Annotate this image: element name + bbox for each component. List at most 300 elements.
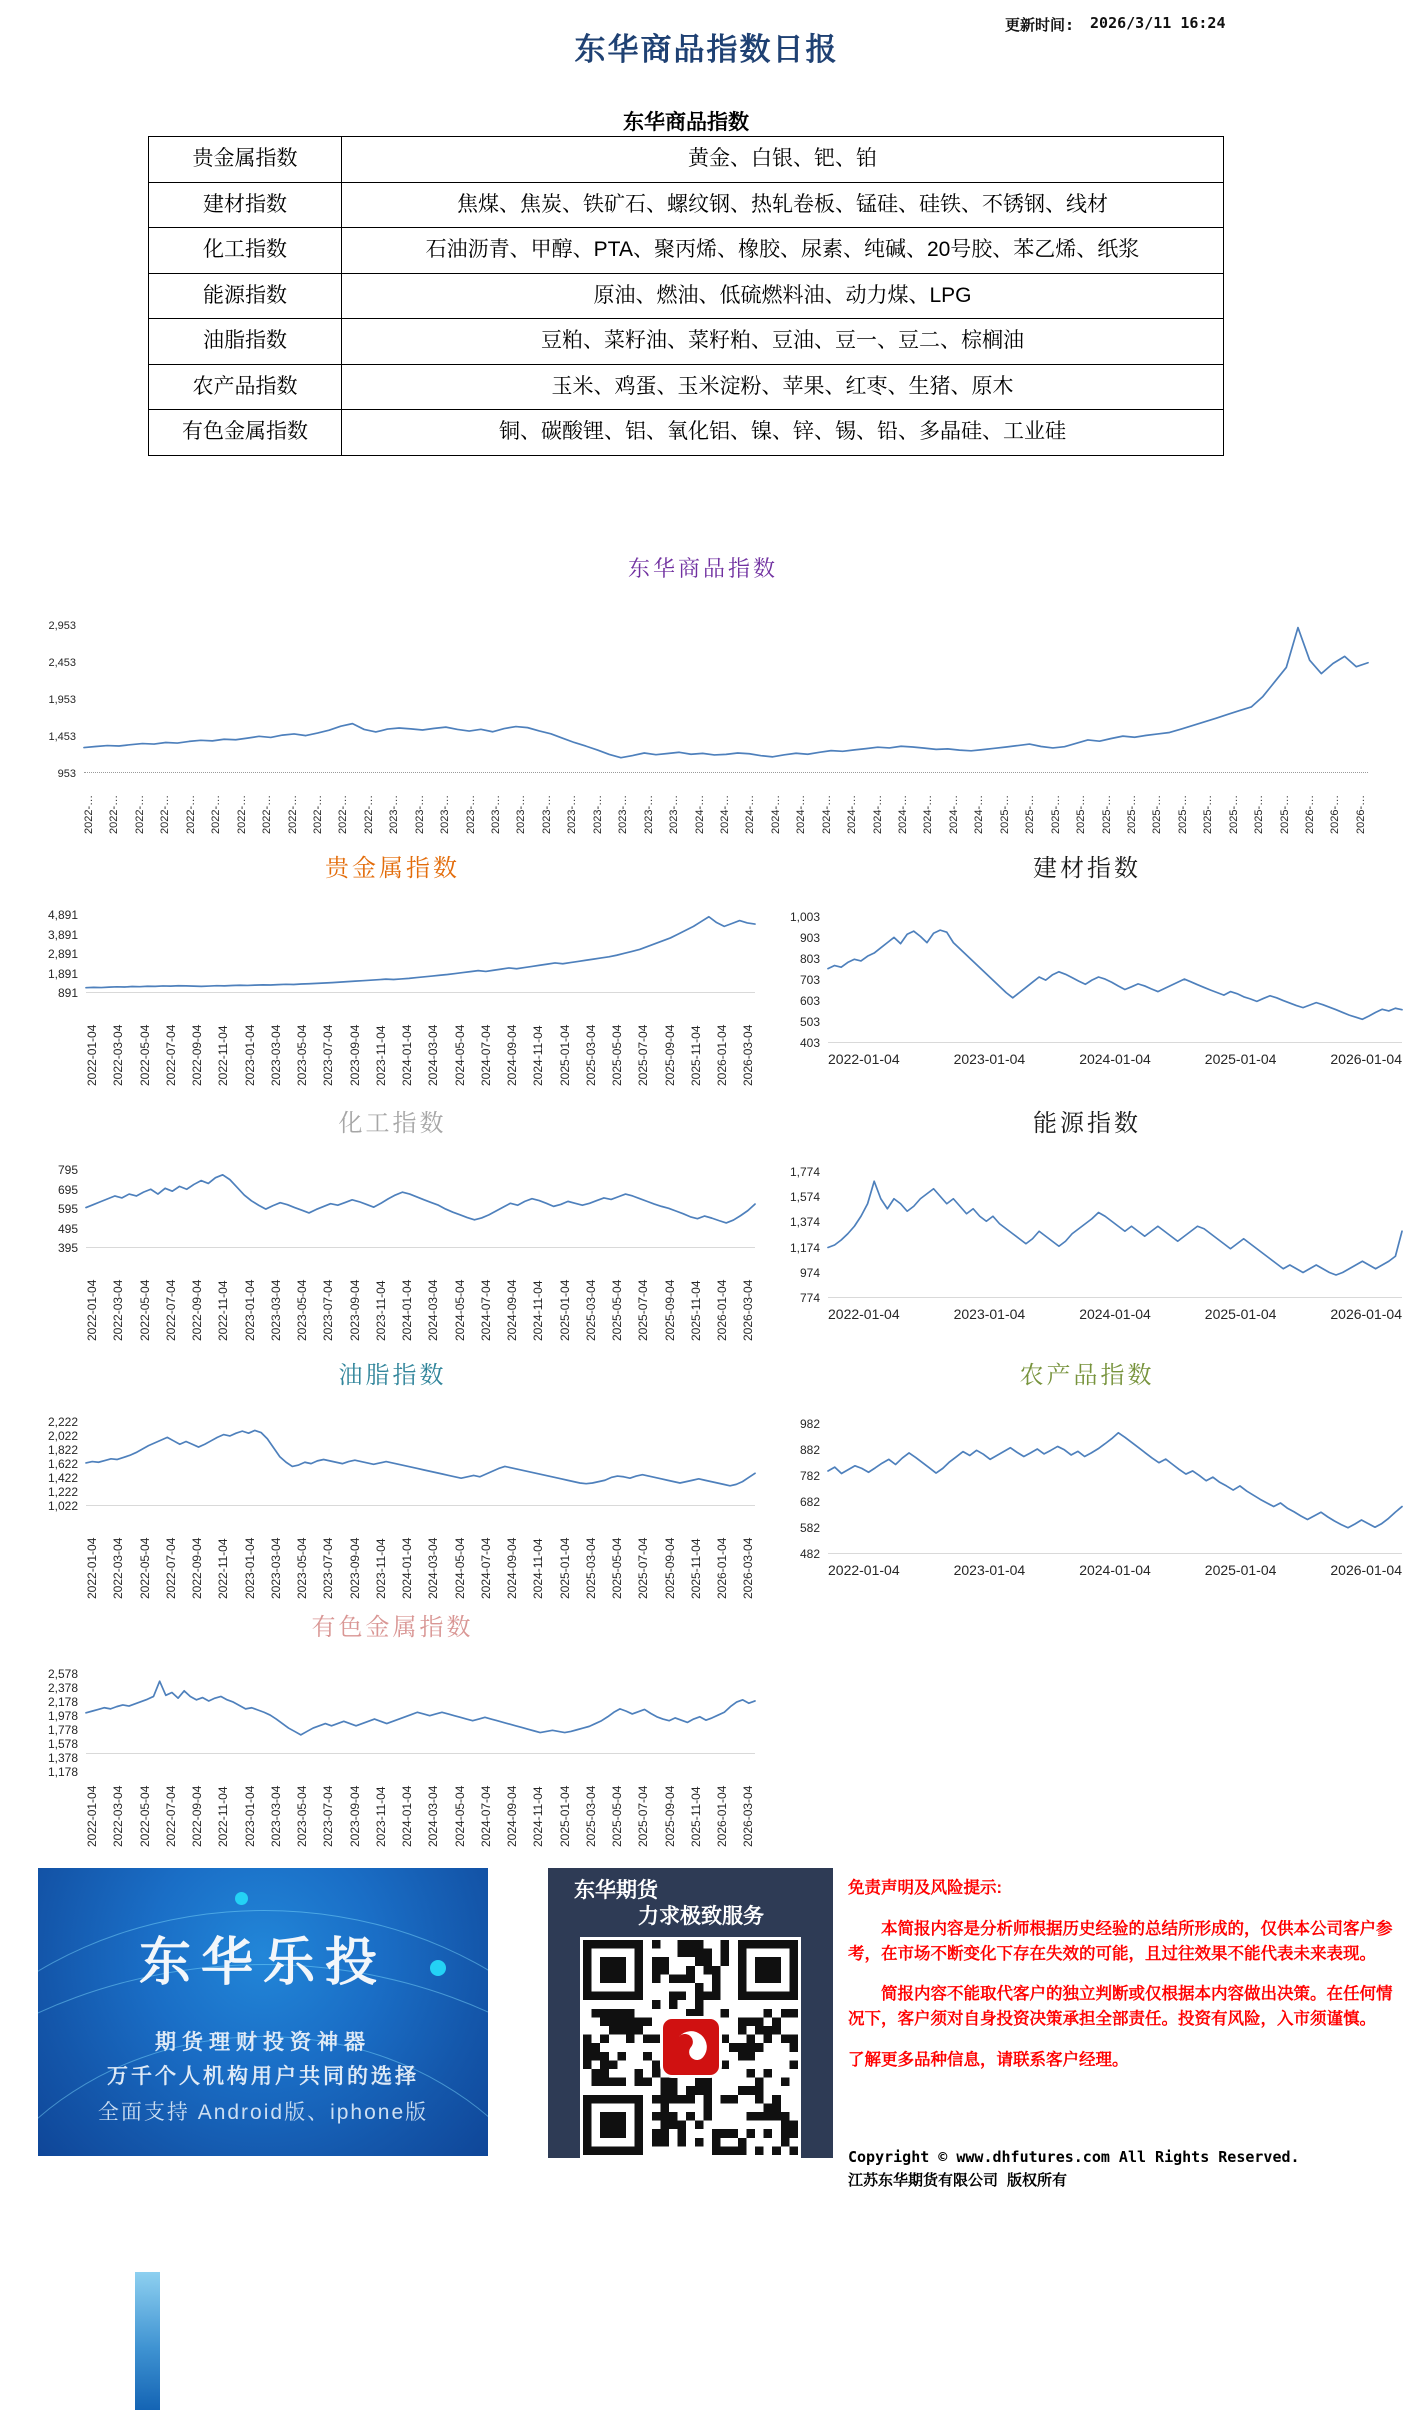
- x-tick-label: 2025-03-04: [583, 1537, 598, 1599]
- y-tick-label: 495: [57, 1221, 78, 1236]
- plot-area: [86, 1170, 755, 1248]
- x-tick-label: 2024-…: [871, 794, 884, 834]
- disclaimer-paragraph: 本简报内容是分析师根据历史经验的总结所形成的，仅供本公司客户参考，在市场不断变化下存在失效的可能，且过往效果不能代表未来表现。: [848, 1919, 1393, 1963]
- x-tick-label: 2024-01-04: [1079, 1051, 1151, 1067]
- app-promo-banner: [38, 1868, 488, 2156]
- disclaimer-heading: 免责声明及风险提示:: [848, 1879, 1002, 1897]
- x-tick-label: 2024-…: [769, 794, 782, 834]
- chart-nonferrous-metals: [30, 1607, 755, 1847]
- banner-tagline: 期货理财投资神器: [155, 2031, 371, 2054]
- x-tick-label: 2025-11-04: [688, 1025, 703, 1086]
- x-tick-label: 2022-…: [210, 794, 223, 834]
- x-tick-label: 2025-09-04: [662, 1279, 677, 1341]
- index-category-label: 有色金属指数: [149, 410, 342, 456]
- x-tick-label: 2023-…: [540, 794, 553, 834]
- y-tick-label: 982: [799, 1417, 820, 1431]
- x-tick-label: 2022-01-04: [85, 1537, 99, 1599]
- x-tick-label: 2025-11-04: [688, 1538, 703, 1599]
- x-tick-label: 2022-09-04: [190, 1785, 204, 1847]
- x-tick-label: 2026-…: [1329, 794, 1342, 834]
- y-tick-label: 1,774: [789, 1165, 820, 1179]
- x-tick-label: 2023-03-04: [268, 1537, 283, 1599]
- x-tick-label: 2026-03-04: [741, 1024, 756, 1086]
- x-tick-label: 2022-03-04: [111, 1537, 126, 1599]
- x-tick-label: 2025-11-04: [688, 1280, 703, 1341]
- x-tick-label: 2022-01-04: [85, 1279, 99, 1341]
- x-tick-label: 2025-…: [1100, 794, 1113, 834]
- x-tick-label: 2025-09-04: [662, 1785, 677, 1847]
- x-tick-label: 2024-…: [693, 794, 706, 834]
- y-tick-label: 1,622: [47, 1457, 78, 1471]
- x-tick-label: 2022-09-04: [190, 1279, 204, 1341]
- x-tick-label: 2022-11-04: [216, 1786, 231, 1847]
- table-row: [149, 273, 1224, 319]
- x-tick-label: 2025-03-04: [583, 1279, 598, 1341]
- x-tick-label: 2024-11-04: [531, 1025, 546, 1086]
- x-axis: [86, 1759, 755, 1847]
- x-tick-label: 2023-01-04: [242, 1024, 257, 1086]
- y-tick-label: 682: [799, 1495, 820, 1509]
- x-tick-label: 2023-01-04: [242, 1537, 257, 1599]
- x-axis: [828, 1306, 1402, 1322]
- y-tick-label: 2,891: [47, 947, 78, 961]
- x-tick-label: 2024-…: [795, 794, 808, 834]
- chart-title: 农产品指数: [1019, 1361, 1155, 1389]
- y-axis: [30, 1667, 86, 1779]
- x-tick-label: 2026-03-04: [741, 1537, 756, 1599]
- x-tick-label: 2024-…: [947, 794, 960, 834]
- x-tick-label: 2024-05-04: [452, 1024, 467, 1086]
- chart-title: 油脂指数: [338, 1361, 447, 1389]
- x-tick-label: 2025-01-04: [1204, 1562, 1277, 1578]
- x-tick-label: 2022-…: [286, 794, 299, 834]
- x-tick-label: 2023-…: [668, 794, 681, 834]
- x-tick-label: 2023-…: [439, 794, 452, 834]
- x-axis: [828, 1562, 1402, 1578]
- x-tick-label: 2024-01-04: [400, 1024, 414, 1086]
- x-tick-label: 2025-01-04: [557, 1024, 572, 1086]
- x-tick-label: 2024-03-04: [426, 1279, 441, 1341]
- x-tick-label: 2025-07-04: [636, 1537, 651, 1599]
- x-tick-label: 2026-01-04: [715, 1279, 729, 1341]
- plot-area: [828, 1172, 1402, 1298]
- x-tick-label: 2022-03-04: [111, 1785, 126, 1847]
- x-tick-label: 2024-…: [820, 794, 833, 834]
- company-name: 东华期货: [574, 1879, 658, 1902]
- y-tick-label: 2,022: [47, 1429, 78, 1443]
- y-tick-label: 1,374: [789, 1215, 820, 1230]
- copyright-line: 江苏东华期货有限公司 版权所有: [848, 2170, 1068, 2189]
- x-tick-label: 2023-…: [617, 794, 630, 834]
- index-components-value: 铜、碳酸锂、铝、氧化铝、镍、锌、锡、铅、多晶硅、工业硅: [342, 410, 1224, 456]
- line-series: [828, 1181, 1402, 1275]
- x-tick-label: 2022-…: [184, 794, 197, 834]
- x-tick-label: 2022-…: [133, 794, 146, 834]
- x-tick-label: 2025-…: [1176, 794, 1189, 834]
- chart-building-materials: [772, 848, 1402, 1067]
- x-tick-label: 2023-09-04: [347, 1024, 362, 1086]
- chart-agricultural: [772, 1355, 1402, 1578]
- x-tick-label: 2022-03-04: [111, 1024, 126, 1086]
- x-tick-label: 2022-01-04: [828, 1562, 900, 1578]
- x-tick-label: 2025-05-04: [610, 1537, 624, 1599]
- x-tick-label: 2022-…: [311, 794, 324, 834]
- y-tick-label: 1,378: [47, 1751, 78, 1765]
- x-tick-label: 2024-03-04: [426, 1024, 441, 1086]
- x-tick-label: 2023-11-04: [373, 1280, 388, 1341]
- x-tick-label: 2023-…: [642, 794, 655, 834]
- x-tick-label: 2022-…: [108, 794, 121, 834]
- x-tick-label: 2022-…: [159, 794, 172, 834]
- index-category-label: 能源指数: [149, 273, 342, 319]
- x-tick-label: 2024-…: [846, 794, 859, 834]
- x-tick-label: 2022-09-04: [190, 1537, 204, 1599]
- x-tick-label: 2025-01-04: [1204, 1306, 1277, 1322]
- qr-panel: [548, 1868, 833, 2216]
- line-series: [86, 1681, 755, 1735]
- y-tick-label: 803: [799, 952, 820, 966]
- y-tick-label: 1,953: [48, 694, 76, 706]
- x-tick-label: 2025-09-04: [662, 1537, 677, 1599]
- index-category-label: 化工指数: [149, 228, 342, 274]
- y-tick-label: 1,578: [47, 1737, 78, 1751]
- y-tick-label: 1,978: [47, 1709, 78, 1723]
- x-tick-label: 2023-11-04: [373, 1538, 388, 1599]
- x-tick-label: 2024-03-04: [426, 1785, 441, 1847]
- x-tick-label: 2024-11-04: [531, 1280, 546, 1341]
- y-axis: [772, 1417, 828, 1561]
- y-tick-label: 503: [799, 1015, 820, 1029]
- x-tick-label: 2022-05-04: [137, 1785, 152, 1847]
- plot-area: [828, 917, 1402, 1043]
- y-tick-label: 1,891: [47, 966, 78, 981]
- x-tick-label: 2024-05-04: [452, 1279, 467, 1341]
- x-tick-label: 2025-07-04: [636, 1279, 651, 1341]
- x-tick-label: 2025-…: [1075, 794, 1088, 834]
- line-series: [86, 917, 755, 988]
- copyright-notice: [848, 2146, 1408, 2191]
- x-tick-label: 2023-01-04: [242, 1785, 257, 1847]
- y-tick-label: 395: [57, 1241, 78, 1255]
- x-tick-label: 2023-07-04: [321, 1537, 336, 1599]
- x-tick-label: 2023-09-04: [347, 1537, 362, 1599]
- x-tick-label: 2026-01-04: [1330, 1562, 1402, 1578]
- banner-tagline: 万千个人机构用户共同的选择: [107, 2065, 419, 2088]
- y-tick-label: 1,778: [47, 1723, 78, 1737]
- y-axis: [30, 1163, 86, 1255]
- x-tick-label: 2025-…: [1278, 794, 1291, 834]
- y-tick-label: 603: [799, 994, 820, 1008]
- y-tick-label: 582: [799, 1521, 820, 1535]
- y-tick-label: 3,891: [47, 927, 78, 942]
- x-tick-label: 2025-05-04: [610, 1785, 624, 1847]
- y-tick-label: 903: [799, 931, 820, 945]
- index-category-label: 油脂指数: [149, 319, 342, 365]
- x-tick-label: 2024-07-04: [478, 1279, 493, 1341]
- x-tick-label: 2025-11-04: [688, 1786, 703, 1847]
- index-category-label: 农产品指数: [149, 364, 342, 410]
- x-tick-label: 2023-01-04: [953, 1562, 1026, 1578]
- x-tick-label: 2026-03-04: [741, 1279, 756, 1341]
- x-tick-label: 2022-01-04: [85, 1785, 99, 1847]
- x-tick-label: 2025-…: [1049, 794, 1062, 834]
- x-tick-label: 2025-01-04: [557, 1785, 572, 1847]
- company-logo-icon: [660, 2016, 722, 2078]
- y-tick-label: 2,222: [47, 1415, 78, 1429]
- chart-composite-index: [38, 552, 1368, 834]
- plot-area: [86, 915, 755, 993]
- x-tick-label: 2023-05-04: [295, 1024, 309, 1086]
- chart-energy: [772, 1103, 1402, 1322]
- x-tick-label: 2025-09-04: [662, 1024, 677, 1086]
- y-axis: [30, 1415, 86, 1513]
- chart-title: 化工指数: [338, 1109, 447, 1137]
- x-tick-label: 2022-07-04: [163, 1279, 178, 1341]
- x-tick-label: 2026-…: [1354, 794, 1367, 834]
- x-tick-label: 2023-…: [591, 794, 604, 834]
- x-tick-label: 2023-05-04: [295, 1537, 309, 1599]
- x-tick-label: 2024-01-04: [400, 1785, 414, 1847]
- x-tick-label: 2022-01-04: [85, 1024, 99, 1086]
- x-tick-label: 2025-05-04: [610, 1279, 624, 1341]
- y-axis: [30, 908, 86, 1000]
- line-series: [828, 1433, 1402, 1528]
- x-tick-label: 2024-01-04: [1079, 1562, 1151, 1578]
- y-tick-label: 795: [57, 1163, 78, 1177]
- table-row: [149, 364, 1224, 410]
- x-axis: [86, 1253, 755, 1341]
- x-tick-label: 2025-…: [1202, 794, 1215, 834]
- x-tick-label: 2025-01-04: [557, 1279, 572, 1341]
- y-tick-label: 891: [57, 986, 78, 1000]
- x-axis: [84, 778, 1368, 834]
- x-tick-label: 2025-03-04: [583, 1024, 598, 1086]
- x-tick-label: 2022-11-04: [216, 1025, 231, 1086]
- index-category-label: 贵金属指数: [149, 137, 342, 183]
- plot-area: [828, 1424, 1402, 1554]
- x-tick-label: 2025-…: [1253, 794, 1266, 834]
- index-components-value: 豆粕、菜籽油、菜籽粕、豆油、豆一、豆二、棕榈油: [342, 319, 1224, 365]
- x-tick-label: 2023-…: [566, 794, 579, 834]
- y-tick-label: 1,574: [789, 1190, 820, 1205]
- x-tick-label: 2022-11-04: [216, 1280, 231, 1341]
- x-axis: [86, 1511, 755, 1599]
- y-tick-label: 1,174: [789, 1240, 820, 1255]
- chart-title: 能源指数: [1033, 1109, 1141, 1137]
- x-tick-label: 2025-…: [1227, 794, 1240, 834]
- x-axis: [828, 1051, 1402, 1067]
- update-time: [1005, 14, 1226, 35]
- x-tick-label: 2024-07-04: [478, 1537, 493, 1599]
- chart-title: 贵金属指数: [325, 854, 460, 882]
- decorative-blue-strip: [135, 2272, 160, 2410]
- plot-area: [84, 627, 1368, 773]
- x-tick-label: 2023-09-04: [347, 1279, 362, 1341]
- line-series: [86, 1175, 755, 1223]
- x-tick-label: 2024-11-04: [531, 1786, 546, 1847]
- index-components-value: 玉米、鸡蛋、玉米淀粉、苹果、红枣、生猪、原木: [342, 364, 1224, 410]
- y-tick-label: 482: [799, 1547, 820, 1561]
- x-tick-label: 2025-07-04: [636, 1785, 651, 1847]
- x-tick-label: 2024-…: [922, 794, 935, 834]
- chart-precious-metals: [30, 848, 755, 1086]
- disclaimer-paragraph: 简报内容不能取代客户的独立判断或仅根据本内容做出决策。在任何情况下，客户须对自身投资决策承担全部责任。投资有风险，入市须谨慎。: [848, 1985, 1393, 2028]
- y-tick-label: 1,453: [48, 731, 76, 743]
- x-tick-label: 2024-01-04: [1079, 1306, 1151, 1322]
- x-tick-label: 2024-07-04: [478, 1785, 493, 1847]
- x-tick-label: 2024-…: [718, 794, 731, 834]
- table-row: [149, 228, 1224, 274]
- plot-area: [86, 1422, 755, 1506]
- y-tick-label: 953: [57, 768, 76, 780]
- x-tick-label: 2023-01-04: [242, 1279, 257, 1341]
- x-tick-label: 2024-03-04: [426, 1537, 441, 1599]
- y-tick-label: 703: [799, 973, 820, 987]
- x-tick-label: 2024-09-04: [505, 1537, 519, 1599]
- qr-panel-slogan-bottom: [548, 2158, 833, 2219]
- x-tick-label: 2026-01-04: [715, 1024, 729, 1086]
- y-tick-label: 595: [57, 1202, 78, 1216]
- x-tick-label: 2023-07-04: [321, 1024, 336, 1086]
- x-tick-label: 2026-01-04: [1330, 1051, 1402, 1067]
- plot-area: [86, 1674, 755, 1754]
- x-tick-label: 2023-03-04: [268, 1024, 283, 1086]
- index-category-label: 建材指数: [149, 182, 342, 228]
- y-tick-label: 1,422: [47, 1471, 78, 1485]
- index-components-value: 石油沥青、甲醇、PTA、聚丙烯、橡胶、尿素、纯碱、20号胶、苯乙烯、纸浆: [342, 228, 1224, 274]
- x-tick-label: 2023-…: [388, 794, 401, 834]
- x-tick-label: 2022-07-04: [163, 1785, 178, 1847]
- x-tick-label: 2023-05-04: [295, 1279, 309, 1341]
- index-components-table: [148, 136, 1224, 456]
- x-tick-label: 2022-03-04: [111, 1279, 126, 1341]
- x-tick-label: 2024-01-04: [400, 1537, 414, 1599]
- index-components-value: 焦煤、焦炭、铁矿石、螺纹钢、热轧卷板、锰硅、硅铁、不锈钢、线材: [342, 182, 1224, 228]
- chart-oils-fats: [30, 1355, 755, 1599]
- y-axis: [772, 910, 828, 1050]
- x-tick-label: 2025-…: [1024, 794, 1037, 834]
- update-time-label: 更新时间:: [1005, 16, 1075, 34]
- x-tick-label: 2024-11-04: [531, 1538, 546, 1599]
- chart-title: 建材指数: [1033, 854, 1141, 882]
- x-tick-label: 2022-11-04: [216, 1538, 231, 1599]
- line-series: [84, 628, 1368, 758]
- y-tick-label: 4,891: [47, 908, 78, 922]
- x-tick-label: 2023-…: [490, 794, 502, 834]
- x-tick-label: 2024-09-04: [505, 1279, 519, 1341]
- x-tick-label: 2024-01-04: [400, 1279, 414, 1341]
- banner-tagline: 全面支持 Android版、iphone版: [97, 2101, 429, 2124]
- x-tick-label: 2022-05-04: [137, 1024, 152, 1086]
- x-tick-label: 2025-01-04: [557, 1537, 572, 1599]
- x-tick-label: 2023-05-04: [295, 1785, 309, 1847]
- y-tick-label: 695: [57, 1182, 78, 1197]
- decorative-dot: [235, 1892, 248, 1905]
- x-tick-label: 2024-…: [897, 794, 909, 834]
- x-tick-label: 2025-07-04: [636, 1024, 651, 1086]
- slogan-line: 免注册下载使用: [566, 2166, 713, 2190]
- x-tick-label: 2026-…: [1304, 794, 1316, 834]
- qr-panel-slogan-top: [548, 1868, 833, 1935]
- y-axis: [772, 1165, 828, 1305]
- x-tick-label: 2024-09-04: [505, 1024, 519, 1086]
- x-tick-label: 2024-07-04: [478, 1024, 493, 1086]
- y-tick-label: 1,822: [47, 1443, 78, 1457]
- y-tick-label: 2,578: [47, 1667, 78, 1681]
- x-tick-label: 2023-07-04: [321, 1785, 336, 1847]
- y-tick-label: 882: [799, 1443, 820, 1457]
- chart-chemicals: [30, 1103, 755, 1341]
- x-tick-label: 2025-…: [998, 794, 1011, 834]
- x-tick-label: 2022-07-04: [163, 1537, 178, 1599]
- x-tick-label: 2023-07-04: [321, 1279, 336, 1341]
- x-tick-label: 2022-07-04: [163, 1024, 178, 1086]
- x-tick-label: 2025-05-04: [610, 1024, 624, 1086]
- disclaimer-paragraph: 了解更多品种信息，请联系客户经理。: [848, 2050, 1129, 2069]
- chart-title: 东华商品指数: [627, 557, 778, 582]
- x-tick-label: 2022-…: [235, 794, 248, 834]
- disclaimer: [848, 1876, 1408, 2085]
- index-components-value: 原油、燃油、低硫燃料油、动力煤、LPG: [342, 273, 1224, 319]
- x-tick-label: 2026-01-04: [1330, 1306, 1402, 1322]
- y-tick-label: 1,022: [47, 1499, 78, 1513]
- x-tick-label: 2022-…: [83, 794, 95, 834]
- index-table-title: 东华商品指数: [623, 111, 749, 134]
- y-tick-label: 2,378: [47, 1681, 78, 1695]
- y-tick-label: 2,178: [47, 1695, 78, 1709]
- x-tick-label: 2026-01-04: [715, 1537, 729, 1599]
- y-tick-label: 1,178: [47, 1765, 78, 1779]
- y-tick-label: 774: [799, 1290, 820, 1305]
- x-tick-label: 2023-01-04: [953, 1051, 1026, 1067]
- slogan-line: 享受期货交易乐趣: [630, 2192, 798, 2216]
- slogan-line: 力求极致服务: [638, 1905, 764, 1929]
- x-tick-label: 2023-09-04: [347, 1785, 362, 1847]
- line-series: [86, 1430, 755, 1485]
- index-components-value: 黄金、白银、钯、铂: [342, 137, 1224, 183]
- x-tick-label: 2023-11-04: [373, 1025, 388, 1086]
- x-tick-label: 2023-…: [464, 794, 477, 834]
- y-tick-label: 974: [799, 1265, 820, 1280]
- x-tick-label: 2025-…: [1125, 794, 1138, 834]
- y-axis: [38, 620, 84, 780]
- y-tick-label: 1,003: [789, 910, 820, 924]
- x-tick-label: 2025-…: [1151, 794, 1164, 834]
- x-tick-label: 2022-01-04: [828, 1306, 900, 1322]
- app-name: 东华乐投: [138, 1934, 387, 1992]
- table-row: [149, 319, 1224, 365]
- qr-code: [580, 1937, 801, 2158]
- x-tick-label: 2026-01-04: [715, 1785, 729, 1847]
- x-tick-label: 2022-…: [337, 794, 350, 834]
- x-tick-label: 2023-…: [413, 794, 426, 834]
- table-row: [149, 137, 1224, 183]
- y-tick-label: 782: [799, 1469, 820, 1483]
- x-tick-label: 2022-09-04: [190, 1024, 204, 1086]
- y-tick-label: 403: [799, 1036, 820, 1050]
- y-tick-label: 2,453: [48, 657, 76, 669]
- y-tick-label: 1,222: [47, 1485, 78, 1499]
- table-row: [149, 182, 1224, 228]
- x-tick-label: 2024-05-04: [452, 1537, 467, 1599]
- x-tick-label: 2022-05-04: [137, 1537, 152, 1599]
- line-series: [828, 930, 1402, 1019]
- x-tick-label: 2023-…: [515, 794, 528, 834]
- y-tick-label: 2,953: [48, 620, 76, 632]
- x-tick-label: 2022-05-04: [137, 1279, 152, 1341]
- copyright-line: Copyright © www.dhfutures.com All Rights Reserved.: [848, 2148, 1300, 2166]
- x-tick-label: 2024-…: [744, 794, 757, 834]
